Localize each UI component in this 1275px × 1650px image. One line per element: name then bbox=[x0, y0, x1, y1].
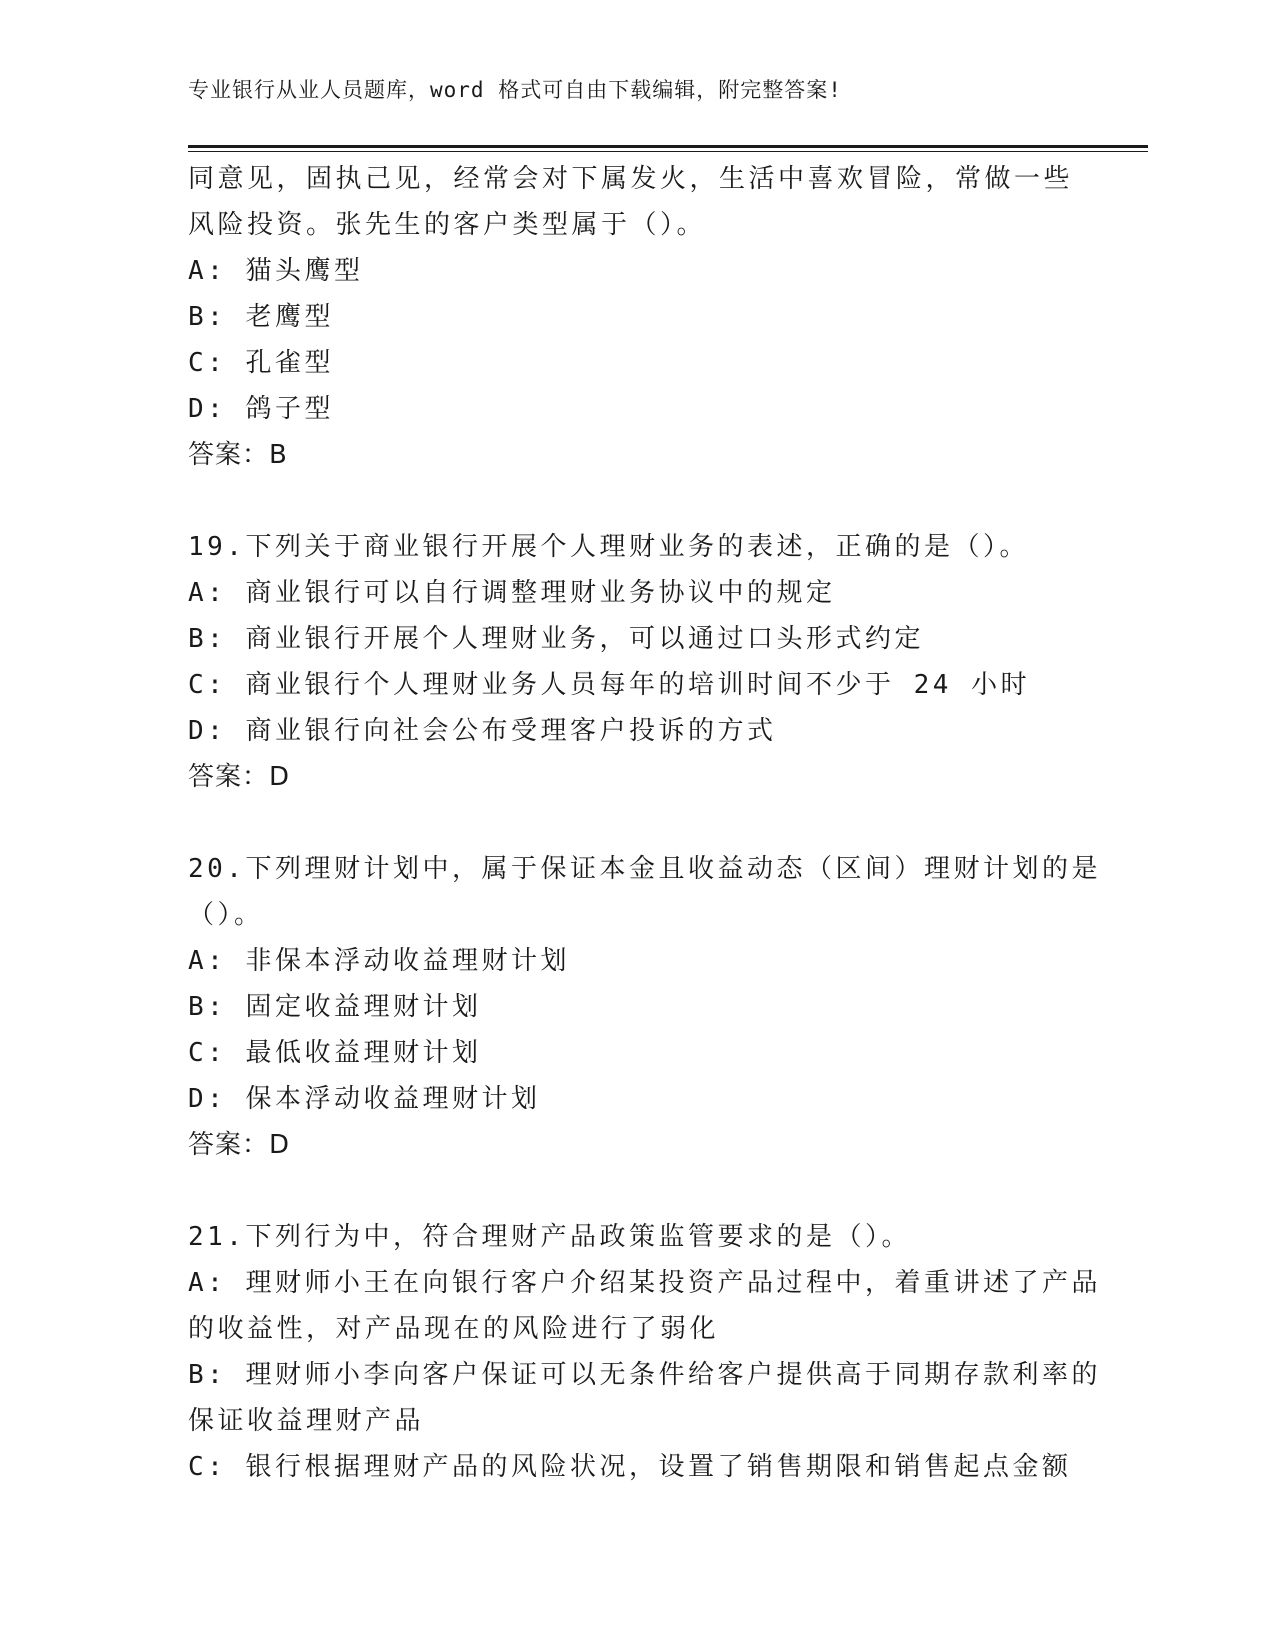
header-rule-thick bbox=[188, 145, 1148, 148]
question-stem-line: 风险投资。张先生的客户类型属于（）。 bbox=[188, 210, 707, 240]
question-stem-line: 19.下列关于商业银行开展个人理财业务的表述，正确的是（）。 bbox=[188, 532, 1029, 562]
option-b: B: 理财师小李向客户保证可以无条件给客户提供高于同期存款利率的 bbox=[188, 1360, 1101, 1390]
question-stem-line: （）。 bbox=[188, 900, 264, 930]
option-c: C: 孔雀型 bbox=[188, 348, 334, 378]
question-stem-line: 同意见，固执己见，经常会对下属发火，生活中喜欢冒险，常做一些 bbox=[188, 164, 1074, 194]
option-a-continued: 的收益性，对产品现在的风险进行了弱化 bbox=[188, 1314, 720, 1344]
answer: 答案：D bbox=[188, 1130, 291, 1160]
spacer bbox=[188, 1168, 1088, 1214]
option-d: D: 鸽子型 bbox=[188, 394, 334, 424]
option-c: C: 商业银行个人理财业务人员每年的培训时间不少于 24 小时 bbox=[188, 670, 1031, 700]
header-note: 专业银行从业人员题库，word 格式可自由下载编辑，附完整答案! bbox=[188, 78, 842, 102]
option-a: A: 猫头鹰型 bbox=[188, 256, 364, 286]
question-19 bbox=[188, 524, 1088, 800]
option-d: D: 保本浮动收益理财计划 bbox=[188, 1084, 541, 1114]
option-c: C: 银行根据理财产品的风险状况，设置了销售期限和销售起点金额 bbox=[188, 1452, 1072, 1482]
answer: 答案：B bbox=[188, 440, 288, 470]
option-a: A: 理财师小王在向银行客户介绍某投资产品过程中，着重讲述了产品 bbox=[188, 1268, 1101, 1298]
answer: 答案：D bbox=[188, 762, 291, 792]
header-rule-thin bbox=[188, 151, 1148, 152]
question-stem-line: 21.下列行为中，符合理财产品政策监管要求的是（）。 bbox=[188, 1222, 911, 1252]
option-b: B: 老鹰型 bbox=[188, 302, 334, 332]
question-content bbox=[188, 156, 1101, 1490]
question-20 bbox=[188, 846, 1101, 1168]
option-b-continued: 保证收益理财产品 bbox=[188, 1406, 425, 1436]
question-18 bbox=[188, 156, 1088, 478]
option-d: D: 商业银行向社会公布受理客户投诉的方式 bbox=[188, 716, 777, 746]
option-c: C: 最低收益理财计划 bbox=[188, 1038, 482, 1068]
question-stem-line: 20.下列理财计划中，属于保证本金且收益动态（区间）理财计划的是 bbox=[188, 854, 1101, 884]
option-a: A: 非保本浮动收益理财计划 bbox=[188, 946, 570, 976]
option-b: B: 商业银行开展个人理财业务，可以通过口头形式约定 bbox=[188, 624, 924, 654]
question-21 bbox=[188, 1214, 1101, 1490]
spacer bbox=[188, 800, 1088, 846]
spacer bbox=[188, 478, 1088, 524]
option-b: B: 固定收益理财计划 bbox=[188, 992, 482, 1022]
option-a: A: 商业银行可以自行调整理财业务协议中的规定 bbox=[188, 578, 836, 608]
